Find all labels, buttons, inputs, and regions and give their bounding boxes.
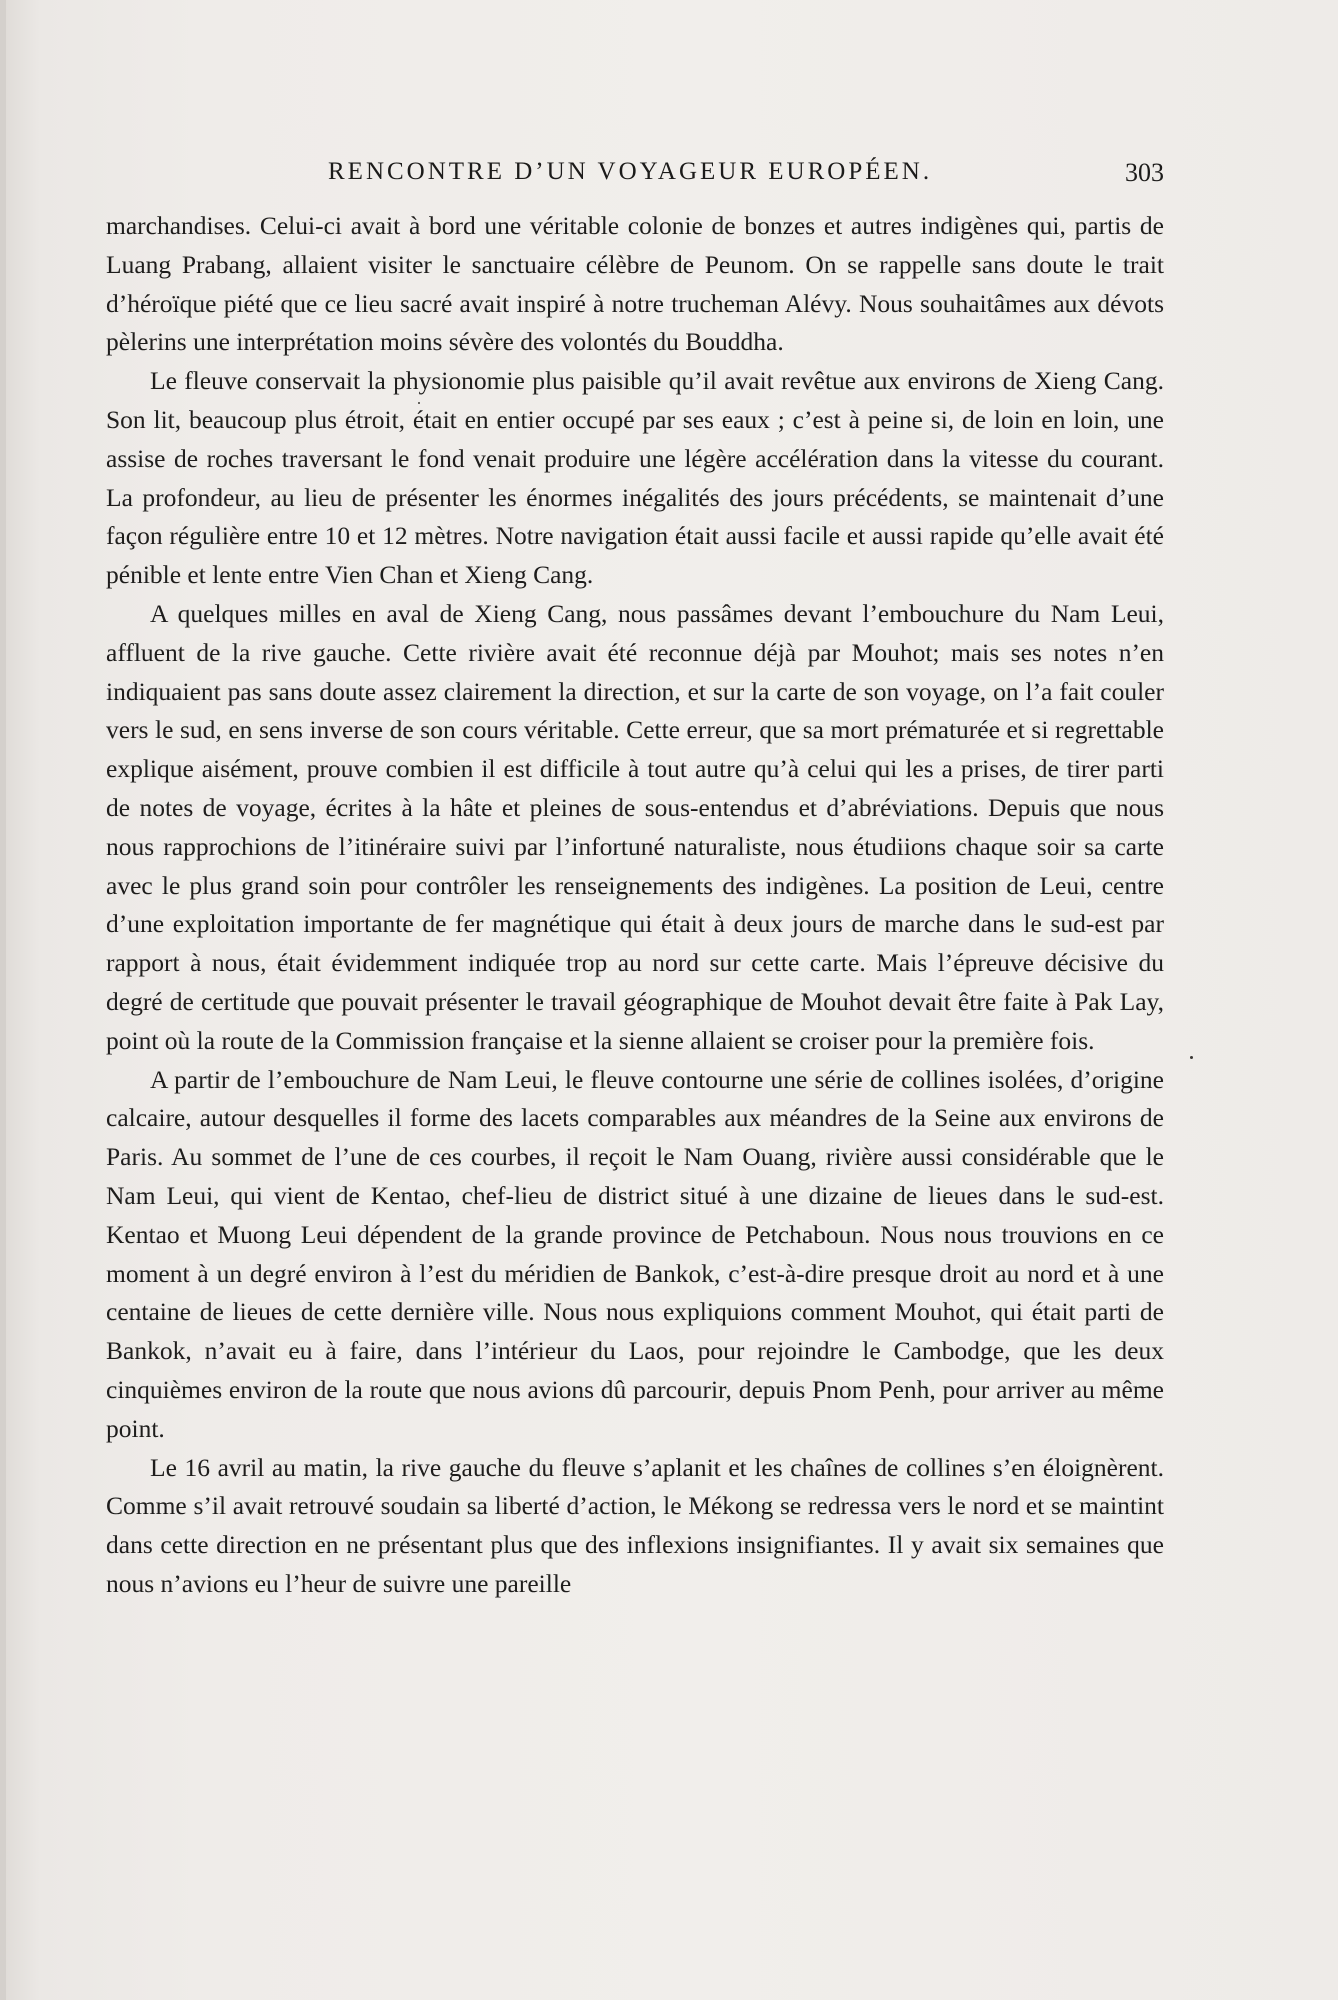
paragraph: Le fleuve conservait la physionomie plus paisible qu’il avait revêtue aux environs de Xieng Cang. Son lit, beaucoup plus étroit, était en entier occupé par ses eaux ; c’est à peine si, de loin en loin, une assise de roches traversant le fond venait produire une légère accélération dans la vitesse du courant. La profondeur, au lieu de présenter les énormes inégalités des jours précédents, se maintenait d’une façon régulière entre 10 et 12 mètres. Notre navigation était aussi facile et aussi rapide qu’elle avait été pénible et lente entre Vien Chan et Xieng Cang. [106, 366, 1164, 590]
body-text [106, 207, 1164, 1604]
running-title: RENCONTRE D’UN VOYAGEUR EUROPÉEN. [328, 158, 933, 185]
page-header [106, 158, 1164, 198]
paragraph: A quelques milles en aval de Xieng Cang, nous passâmes devant l’embouchure du Nam Leui, affluent de la rive gauche. Cette rivière avait été reconnue déjà par Mouhot; mais ses notes n’en indiquaient pas sans doute assez clairement la direction, et sur la carte de son voyage, on l’a fait couler vers le sud, en sens inverse de son cours véritable. Cette erreur, que sa mort prématurée et si regrettable explique aisément, prouve combien il est difficile à tout autre qu’à celui qui les a prises, de tirer parti de notes de voyage, écrites à la hâte et pleines de sous-entendus et d’abréviations. Depuis que nous nous rapprochions de l’itinéraire suivi par l’infortuné naturaliste, nous étudiions chaque soir sa carte avec le plus grand soin pour contrôler les renseignements des indigènes. La position de Leui, centre d’une exploitation importante de fer magnétique qui était à deux jours de marche dans le sud-est par rapport à nous, était évidemment indiquée trop au nord sur cette carte. Mais l’épreuve décisive du degré de certitude que pouvait présenter le travail géographique de Mouhot devait être faite à Pak Lay, point où la route de la Commission française et la sienne allaient se croiser pour la première fois. [106, 598, 1164, 1055]
paragraph-continuation: marchandises. Celui-ci avait à bord une véritable colonie de bonzes et autres indigènes qui, partis de Luang Prabang, allaient visiter le sanctuaire célèbre de Peunom. On se rappelle sans doute le trait d’héroïque piété que ce lieu sacré avait inspiré à notre trucheman Alévy. Nous souhaitâmes aux dévots pèlerins une interprétation moins sévère des volontés du Bouddha. [106, 211, 1164, 357]
paper-speck [418, 402, 420, 404]
page-binding-edge [0, 0, 6, 2000]
paragraph: A partir de l’embouchure de Nam Leui, le fleuve contourne une série de collines isolées, d’origine calcaire, autour desquelles il forme des lacets comparables aux méandres de la Seine aux environs de Paris. Au sommet de l’une de ces courbes, il reçoit le Nam Ouang, rivière aussi considérable que le Nam Leui, qui vient de Kentao, chef-lieu de district situé à une dizaine de lieues dans le sud-est. Kentao et Muong Leui dépendent de la grande province de Petchaboun. Nous nous trouvions en ce moment à un degré environ à l’est du méridien de Bankok, c’est-à-dire presque droit au nord et à une centaine de lieues de cette dernière ville. Nous nous expliquions comment Mouhot, qui était parti de Bankok, n’avait eu à faire, dans l’intérieur du Laos, pour rejoindre le Cambodge, que les deux cinquièmes environ de la route que nous avions dû parcourir, depuis Pnom Penh, pour arriver au même point. [106, 1064, 1164, 1443]
paragraph-continued: Le 16 avril au matin, la rive gauche du fleuve s’aplanit et les chaînes de collines s’en éloignèrent. Comme s’il avait retrouvé soudain sa liberté d’action, le Mékong se redressa vers le nord et se maintint dans cette direction en ne présentant plus que des inflexions insignifiantes. Il y avait six semaines que nous n’avions eu l’heur de suivre une pareille [106, 1452, 1164, 1598]
paper-speck [1190, 1056, 1193, 1059]
page-number: 303 [1125, 158, 1164, 187]
